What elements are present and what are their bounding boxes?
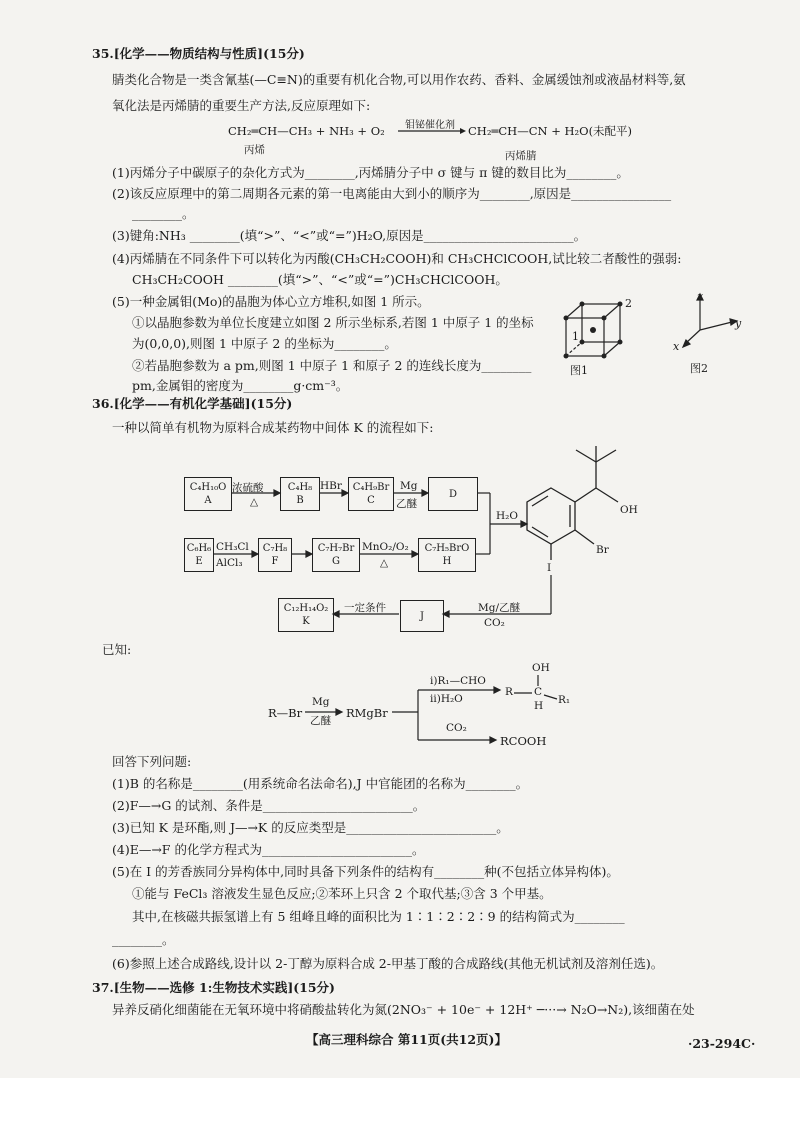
arrow-ab-reagent: 浓硫酸: [232, 482, 264, 494]
box-A-formula: C₄H₁₀O: [189, 482, 227, 493]
box-E-formula: C₆H₆: [186, 543, 212, 554]
box-H-formula: C₇H₅BrO: [424, 543, 470, 554]
arrow-cd-condition: 乙醚: [396, 498, 417, 510]
q35-intro-line2: 氧化法是丙烯腈的重要生产方法,反应原理如下:: [112, 98, 371, 113]
q36-sub4: (4)E—→F 的化学方程式为________________________。: [112, 842, 425, 857]
q36-sub5-nmr: 其中,在核磁共振氢谱上有 5 组峰且峰的面积比为 1∶1∶2∶2∶9 的结构简式为________: [132, 909, 625, 924]
q36-intro: 一种以简单有机物为原料合成某药物中间体 K 的流程如下:: [112, 420, 434, 435]
q35-sub3: (3)键角:NH₃ ________(填“>”、“<”或“=”)H₂O,原因是________________________。: [112, 228, 587, 243]
box-G-name: G: [332, 556, 340, 567]
arrow-jk-condition: 一定条件: [344, 602, 386, 614]
box-B-formula: C₄H₈: [287, 482, 313, 493]
arrow-ef-catalyst: AlCl₃: [216, 557, 243, 569]
box-C-name: C: [367, 495, 375, 506]
q36-sub5: (5)在 I 的芳香族同分异构体中,同时具备下列条件的结构有________种(不包括立体异构体)。: [112, 864, 619, 879]
q35-sub5-part1-line2: 为(0,0,0),则图 1 中原子 2 的坐标为________。: [132, 336, 397, 351]
q36-sub5-end: ________。: [112, 932, 175, 947]
page-footer-code: ·23-294C·: [688, 1036, 756, 1051]
q35-header: 35.[化学——物质结构与性质](15分): [92, 46, 305, 61]
figure1-atom2-label: 2: [625, 297, 632, 310]
known-product-r1: R₁: [558, 694, 571, 706]
q36-answer-intro: 回答下列问题:: [112, 754, 192, 769]
structure-i-iodine: I: [547, 562, 552, 574]
arrow-ab-condition: △: [250, 496, 259, 508]
known-product-h: H: [534, 700, 544, 712]
q35-acrylonitrile-label: 丙烯腈: [505, 150, 537, 162]
box-J-name: J: [419, 610, 424, 622]
q35-sub4-line1: (4)丙烯腈在不同条件下可以转化为丙酸(CH₃CH₂COOH)和 CH₃CHClCOOH,试比较二者酸性的强弱:: [112, 251, 682, 266]
known-product-c: C: [534, 686, 543, 698]
q35-sub5-part1-line1: ①以晶胞参数为单位长度建立如图 2 所示坐标系,若图 1 中原子 1 的坐标: [132, 315, 534, 330]
q35-intro-line1: 腈类化合物是一类含氰基(—C≡N)的重要有机化合物,可以用作农药、香料、金属缓蚀剂或液晶材料等,氨: [112, 72, 686, 87]
box-D-name: D: [448, 488, 458, 500]
q35-sub5: (5)一种金属钼(Mo)的晶胞为体心立方堆积,如图 1 所示。: [112, 294, 430, 309]
arrow-gh-reagent: MnO₂/O₂: [362, 541, 409, 553]
arrow-ef-reagent: CH₃Cl: [216, 541, 249, 553]
structure-i-oh: OH: [620, 504, 638, 516]
arrow-ij-co2: CO₂: [484, 617, 505, 629]
figure2-caption: 图2: [690, 362, 708, 375]
arrow-ij-reagent: Mg/乙醚: [478, 602, 521, 614]
q35-equation-catalyst: 钼铋催化剂: [405, 120, 455, 131]
known-label: 已知:: [102, 642, 132, 657]
known-condition1: ⅰ)R₁—CHO: [430, 675, 486, 687]
known-rbr: R—Br: [268, 706, 303, 720]
q35-sub2-line2: ________。: [132, 206, 195, 221]
box-F-formula: C₇H₈: [262, 543, 288, 554]
box-F-name: F: [271, 556, 279, 567]
q37-header: 37.[生物——选修 1:生物技术实践](15分): [92, 980, 335, 995]
box-G-formula: C₇H₇Br: [317, 543, 355, 554]
structure-i-br: Br: [596, 544, 609, 556]
box-E-name: E: [195, 556, 203, 567]
arrow-bc-reagent: HBr: [320, 480, 342, 492]
box-B-name: B: [296, 495, 304, 506]
figure2-y-axis-label: y: [735, 317, 742, 330]
box-H-name: H: [442, 556, 452, 567]
arrow-to-i-reagent: H₂O: [496, 510, 518, 522]
q36-header: 36.[化学——有机化学基础](15分): [92, 396, 293, 411]
known-ether: 乙醚: [310, 715, 331, 727]
known-product-oh: OH: [532, 662, 550, 674]
q36-sub3: (3)已知 K 是环酯,则 J—→K 的反应类型是________________________。: [112, 820, 509, 835]
q36-sub6: (6)参照上述合成路线,设计以 2-丁醇为原料合成 2-甲基丁酸的合成路线(其他无机试剂及溶剂任选)。: [112, 956, 664, 971]
box-A-name: A: [204, 495, 212, 506]
box-K-name: K: [302, 616, 310, 627]
q35-sub5-part2-line1: ②若晶胞参数为 a pm,则图 1 中原子 1 和原子 2 的连线长度为________: [132, 358, 532, 373]
page-footer-center: 【高三理科综合 第11页(共12页)】: [306, 1032, 507, 1047]
q35-sub2-line1: (2)该反应原理中的第二周期各元素的第一电离能由大到小的顺序为________,原因是________________: [112, 186, 672, 201]
arrow-gh-condition: △: [380, 557, 389, 569]
known-product-acid: RCOOH: [500, 734, 547, 748]
known-condition2: ⅱ)H₂O: [430, 693, 463, 705]
q37-line1: 异养反硝化细菌能在无氧环境中将硝酸盐转化为氮(2NO₃⁻ + 10e⁻ + 12H⁺ ─···→ N₂O→N₂),该细菌在处: [112, 1002, 695, 1017]
figure2-x-axis-label: x: [673, 340, 680, 353]
box-C-formula: C₄H₉Br: [352, 482, 390, 493]
q35-sub1: (1)丙烯分子中碳原子的杂化方式为________,丙烯腈分子中 σ 键与 π 键的数目比为________。: [112, 165, 629, 180]
q35-propene-label: 丙烯: [244, 144, 265, 156]
known-mg: Mg: [312, 696, 330, 708]
known-co2: CO₂: [446, 722, 467, 734]
q36-sub5-conditions: ①能与 FeCl₃ 溶液发生显色反应;②苯环上只含 2 个取代基;③含 3 个甲基。: [132, 886, 552, 901]
q36-sub1: (1)B 的名称是________(用系统命名法命名),J 中官能团的名称为________。: [112, 776, 529, 791]
q35-sub5-part2-line2: pm,金属钼的密度为________g·cm⁻³。: [132, 378, 349, 393]
known-grignard: RMgBr: [346, 706, 388, 720]
figure1-caption: 图1: [570, 364, 588, 377]
figure1-atom1-label: 1: [572, 330, 579, 343]
q35-sub4-line2: CH₃CH₂COOH ________(填“>”、“<”或“=”)CH₃CHClCOOH。: [132, 272, 508, 287]
q35-equation-right: CH₂═CH—CN + H₂O(未配平): [468, 124, 633, 138]
q36-sub2: (2)F—→G 的试剂、条件是________________________。: [112, 798, 426, 813]
known-product-r: R: [505, 686, 513, 698]
box-K-formula: C₁₂H₁₄O₂: [283, 603, 329, 614]
figure2-z-axis-label: z: [697, 290, 703, 303]
arrow-cd-reagent: Mg: [400, 480, 418, 492]
q35-equation-left: CH₂═CH—CH₃ + NH₃ + O₂: [228, 124, 385, 138]
